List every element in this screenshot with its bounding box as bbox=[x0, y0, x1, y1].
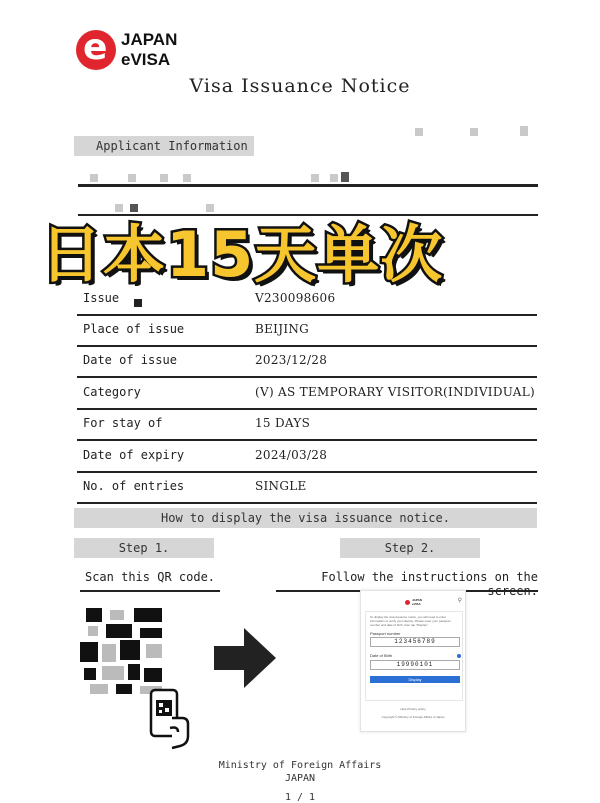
japan-evisa-logo-icon bbox=[405, 600, 410, 605]
row-value: BEIJING bbox=[255, 322, 310, 336]
step1-text: Scan this QR code. bbox=[80, 570, 220, 592]
howto-header: How to display the visa issuance notice. bbox=[74, 508, 537, 528]
screen-form-card bbox=[365, 611, 463, 701]
qr-code-icon[interactable] bbox=[80, 608, 166, 694]
step1-label: Step 1. bbox=[74, 538, 214, 558]
overlay-sticker-text: 日本15天单次 bbox=[40, 218, 444, 291]
step2-label: Step 2. bbox=[340, 538, 480, 558]
right-arrow-icon bbox=[214, 628, 276, 688]
info-row-category bbox=[77, 377, 537, 410]
logo-line1: JAPAN bbox=[121, 30, 178, 49]
info-row-date-issue bbox=[77, 345, 537, 378]
row-value: SINGLE bbox=[255, 479, 307, 493]
row-label: For stay of bbox=[83, 416, 163, 430]
row-value: 2023/12/28 bbox=[255, 353, 328, 367]
phone-qr-icon bbox=[146, 688, 196, 750]
info-row-place bbox=[77, 314, 537, 347]
info-row-entries bbox=[77, 471, 537, 504]
info-icon bbox=[457, 654, 461, 658]
info-row-expiry bbox=[77, 440, 537, 473]
row-label: Issue bbox=[83, 291, 120, 305]
row-value: 15 DAYS bbox=[255, 416, 311, 430]
logo-text bbox=[121, 30, 177, 70]
screen-intro-text: To display the visa issuance notice, you will need to enter information to verify your identity. Please enter your passport number and date of birth, then tap "Display". bbox=[370, 615, 451, 627]
page-title: Visa Issuance Notice bbox=[189, 75, 411, 97]
screen-brand-line1: JAPAN bbox=[412, 598, 422, 602]
row-value: (V) AS TEMPORARY VISITOR(INDIVIDUAL) bbox=[255, 385, 536, 399]
screen-footer-links: Help Privacy policy bbox=[400, 707, 426, 711]
row-value: V230098606 bbox=[255, 291, 336, 305]
info-row-stay bbox=[77, 408, 537, 441]
page-number: 1 / 1 bbox=[284, 792, 316, 803]
japan-evisa-logo-icon: e bbox=[76, 30, 116, 70]
step2-text: Follow the instructions on the screen. bbox=[276, 570, 538, 592]
row-label: Category bbox=[83, 385, 141, 399]
row-label: Date of issue bbox=[83, 353, 177, 367]
redaction-mark bbox=[134, 299, 142, 307]
row-label: No. of entries bbox=[83, 479, 185, 493]
redacted-name-line bbox=[78, 184, 538, 187]
redaction-mark bbox=[470, 128, 478, 136]
magnifier-icon: ⚲ bbox=[457, 598, 462, 604]
row-value: 2024/03/28 bbox=[255, 448, 328, 462]
row-label: Place of issue bbox=[83, 322, 185, 336]
applicant-info-header: Applicant Information bbox=[74, 136, 254, 156]
footer-country: JAPAN bbox=[284, 773, 316, 784]
passport-field[interactable]: 123456789 bbox=[370, 637, 460, 647]
footer-ministry: Ministry of Foreign Affairs bbox=[218, 760, 382, 771]
redaction-mark bbox=[415, 128, 423, 136]
redaction-mark bbox=[520, 126, 528, 136]
dob-field[interactable]: 19990101 bbox=[370, 660, 460, 670]
passport-label: Passport number bbox=[370, 631, 401, 636]
phone-screen-preview bbox=[360, 590, 466, 732]
logo-line2: eVISA bbox=[121, 50, 171, 69]
display-button[interactable]: Display bbox=[370, 676, 460, 683]
info-row-issue bbox=[77, 283, 537, 316]
screen-copyright: Copyright © Ministry of Foreign Affairs of Japan bbox=[381, 715, 445, 719]
screen-brand-line2: eVISA bbox=[412, 601, 421, 606]
row-label: Date of expiry bbox=[83, 448, 185, 462]
dob-label: Date of Birth bbox=[370, 653, 393, 658]
screen-brand bbox=[412, 599, 422, 606]
